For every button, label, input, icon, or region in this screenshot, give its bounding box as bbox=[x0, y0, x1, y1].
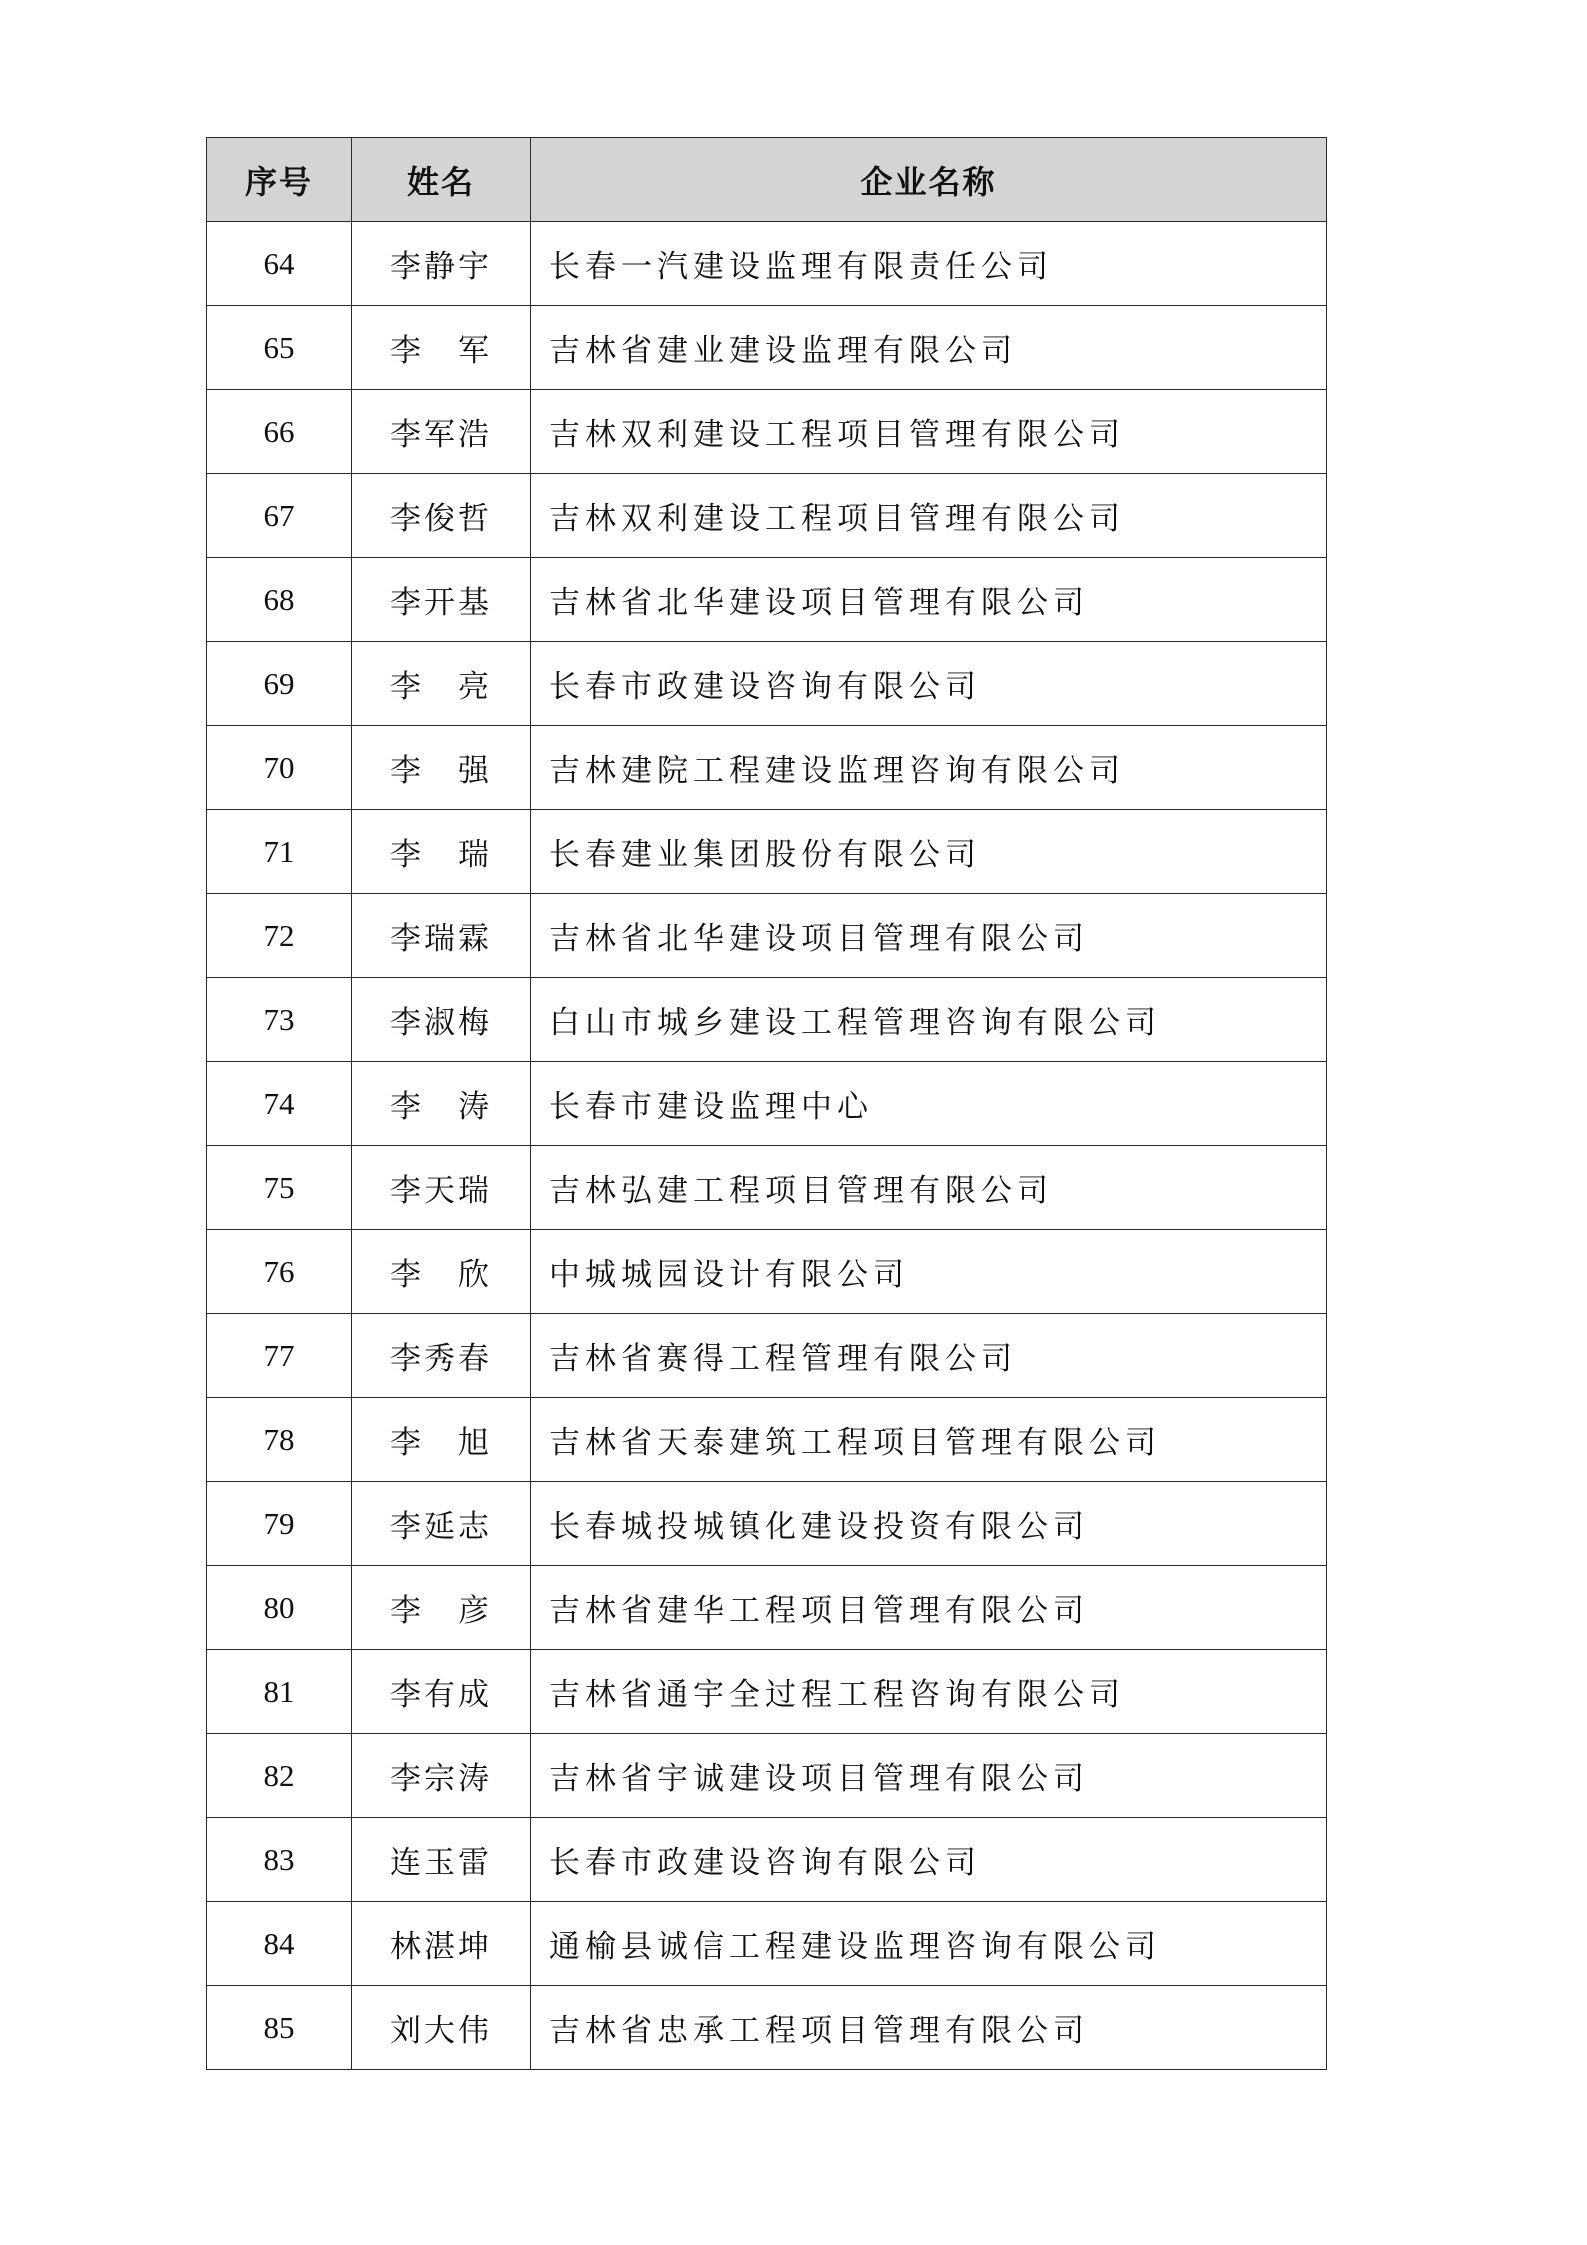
table-row bbox=[207, 390, 1327, 474]
person-name-cell: 李 强 bbox=[352, 726, 531, 810]
serial-number-cell: 83 bbox=[207, 1818, 352, 1902]
person-name-cell: 李 军 bbox=[352, 306, 531, 390]
table-row bbox=[207, 1062, 1327, 1146]
table-row bbox=[207, 726, 1327, 810]
company-name-cell: 吉林建院工程建设监理咨询有限公司 bbox=[531, 726, 1327, 810]
person-name-cell: 李瑞霖 bbox=[352, 894, 531, 978]
serial-number-cell: 69 bbox=[207, 642, 352, 726]
header-name: 姓名 bbox=[352, 138, 531, 222]
company-name-cell: 长春市建设监理中心 bbox=[531, 1062, 1327, 1146]
person-name-cell: 李军浩 bbox=[352, 390, 531, 474]
table-row bbox=[207, 1314, 1327, 1398]
table-row bbox=[207, 642, 1327, 726]
table-row bbox=[207, 1398, 1327, 1482]
table-row bbox=[207, 1986, 1327, 2070]
person-name-cell: 李有成 bbox=[352, 1650, 531, 1734]
company-name-cell: 吉林省建业建设监理有限公司 bbox=[531, 306, 1327, 390]
company-name-cell: 吉林省天泰建筑工程项目管理有限公司 bbox=[531, 1398, 1327, 1482]
company-name-cell: 吉林弘建工程项目管理有限公司 bbox=[531, 1146, 1327, 1230]
person-name-cell: 李延志 bbox=[352, 1482, 531, 1566]
person-name-cell: 李 欣 bbox=[352, 1230, 531, 1314]
person-name-cell: 连玉雷 bbox=[352, 1818, 531, 1902]
serial-number-cell: 68 bbox=[207, 558, 352, 642]
serial-number-cell: 66 bbox=[207, 390, 352, 474]
company-name-cell: 吉林双利建设工程项目管理有限公司 bbox=[531, 390, 1327, 474]
serial-number-cell: 67 bbox=[207, 474, 352, 558]
table-row bbox=[207, 810, 1327, 894]
company-name-cell: 长春市政建设咨询有限公司 bbox=[531, 642, 1327, 726]
company-name-cell: 吉林省赛得工程管理有限公司 bbox=[531, 1314, 1327, 1398]
document-table-container bbox=[206, 137, 1326, 2070]
serial-number-cell: 65 bbox=[207, 306, 352, 390]
person-name-cell: 林湛坤 bbox=[352, 1902, 531, 1986]
header-company-name: 企业名称 bbox=[531, 138, 1327, 222]
person-name-cell: 李 彦 bbox=[352, 1566, 531, 1650]
person-name-cell: 李宗涛 bbox=[352, 1734, 531, 1818]
serial-number-cell: 76 bbox=[207, 1230, 352, 1314]
header-row bbox=[207, 138, 1327, 222]
serial-number-cell: 82 bbox=[207, 1734, 352, 1818]
table-row bbox=[207, 306, 1327, 390]
person-name-cell: 刘大伟 bbox=[352, 1986, 531, 2070]
company-name-cell: 吉林双利建设工程项目管理有限公司 bbox=[531, 474, 1327, 558]
person-name-cell: 李 涛 bbox=[352, 1062, 531, 1146]
person-name-cell: 李静宇 bbox=[352, 222, 531, 306]
table-header bbox=[207, 138, 1327, 222]
table-row bbox=[207, 978, 1327, 1062]
table-row bbox=[207, 1482, 1327, 1566]
company-name-cell: 吉林省宇诚建设项目管理有限公司 bbox=[531, 1734, 1327, 1818]
company-name-cell: 白山市城乡建设工程管理咨询有限公司 bbox=[531, 978, 1327, 1062]
header-serial-number: 序号 bbox=[207, 138, 352, 222]
serial-number-cell: 70 bbox=[207, 726, 352, 810]
serial-number-cell: 84 bbox=[207, 1902, 352, 1986]
table-body bbox=[207, 222, 1327, 2070]
serial-number-cell: 77 bbox=[207, 1314, 352, 1398]
serial-number-cell: 85 bbox=[207, 1986, 352, 2070]
serial-number-cell: 71 bbox=[207, 810, 352, 894]
company-name-cell: 吉林省忠承工程项目管理有限公司 bbox=[531, 1986, 1327, 2070]
table-row bbox=[207, 894, 1327, 978]
serial-number-cell: 72 bbox=[207, 894, 352, 978]
person-name-cell: 李秀春 bbox=[352, 1314, 531, 1398]
person-name-cell: 李 瑞 bbox=[352, 810, 531, 894]
company-name-cell: 长春建业集团股份有限公司 bbox=[531, 810, 1327, 894]
table-row bbox=[207, 558, 1327, 642]
serial-number-cell: 78 bbox=[207, 1398, 352, 1482]
person-name-cell: 李淑梅 bbox=[352, 978, 531, 1062]
table-row bbox=[207, 1230, 1327, 1314]
personnel-table bbox=[206, 137, 1327, 2070]
table-row bbox=[207, 1902, 1327, 1986]
table-row bbox=[207, 474, 1327, 558]
company-name-cell: 吉林省北华建设项目管理有限公司 bbox=[531, 894, 1327, 978]
table-row bbox=[207, 1734, 1327, 1818]
table-row bbox=[207, 1566, 1327, 1650]
company-name-cell: 长春城投城镇化建设投资有限公司 bbox=[531, 1482, 1327, 1566]
company-name-cell: 吉林省北华建设项目管理有限公司 bbox=[531, 558, 1327, 642]
person-name-cell: 李俊哲 bbox=[352, 474, 531, 558]
table-row bbox=[207, 1650, 1327, 1734]
serial-number-cell: 79 bbox=[207, 1482, 352, 1566]
company-name-cell: 通榆县诚信工程建设监理咨询有限公司 bbox=[531, 1902, 1327, 1986]
serial-number-cell: 74 bbox=[207, 1062, 352, 1146]
company-name-cell: 吉林省通宇全过程工程咨询有限公司 bbox=[531, 1650, 1327, 1734]
person-name-cell: 李开基 bbox=[352, 558, 531, 642]
company-name-cell: 长春市政建设咨询有限公司 bbox=[531, 1818, 1327, 1902]
person-name-cell: 李 旭 bbox=[352, 1398, 531, 1482]
serial-number-cell: 75 bbox=[207, 1146, 352, 1230]
table-row bbox=[207, 1146, 1327, 1230]
person-name-cell: 李天瑞 bbox=[352, 1146, 531, 1230]
table-row bbox=[207, 222, 1327, 306]
table-row bbox=[207, 1818, 1327, 1902]
serial-number-cell: 73 bbox=[207, 978, 352, 1062]
serial-number-cell: 81 bbox=[207, 1650, 352, 1734]
person-name-cell: 李 亮 bbox=[352, 642, 531, 726]
serial-number-cell: 64 bbox=[207, 222, 352, 306]
company-name-cell: 长春一汽建设监理有限责任公司 bbox=[531, 222, 1327, 306]
company-name-cell: 吉林省建华工程项目管理有限公司 bbox=[531, 1566, 1327, 1650]
serial-number-cell: 80 bbox=[207, 1566, 352, 1650]
company-name-cell: 中城城园设计有限公司 bbox=[531, 1230, 1327, 1314]
